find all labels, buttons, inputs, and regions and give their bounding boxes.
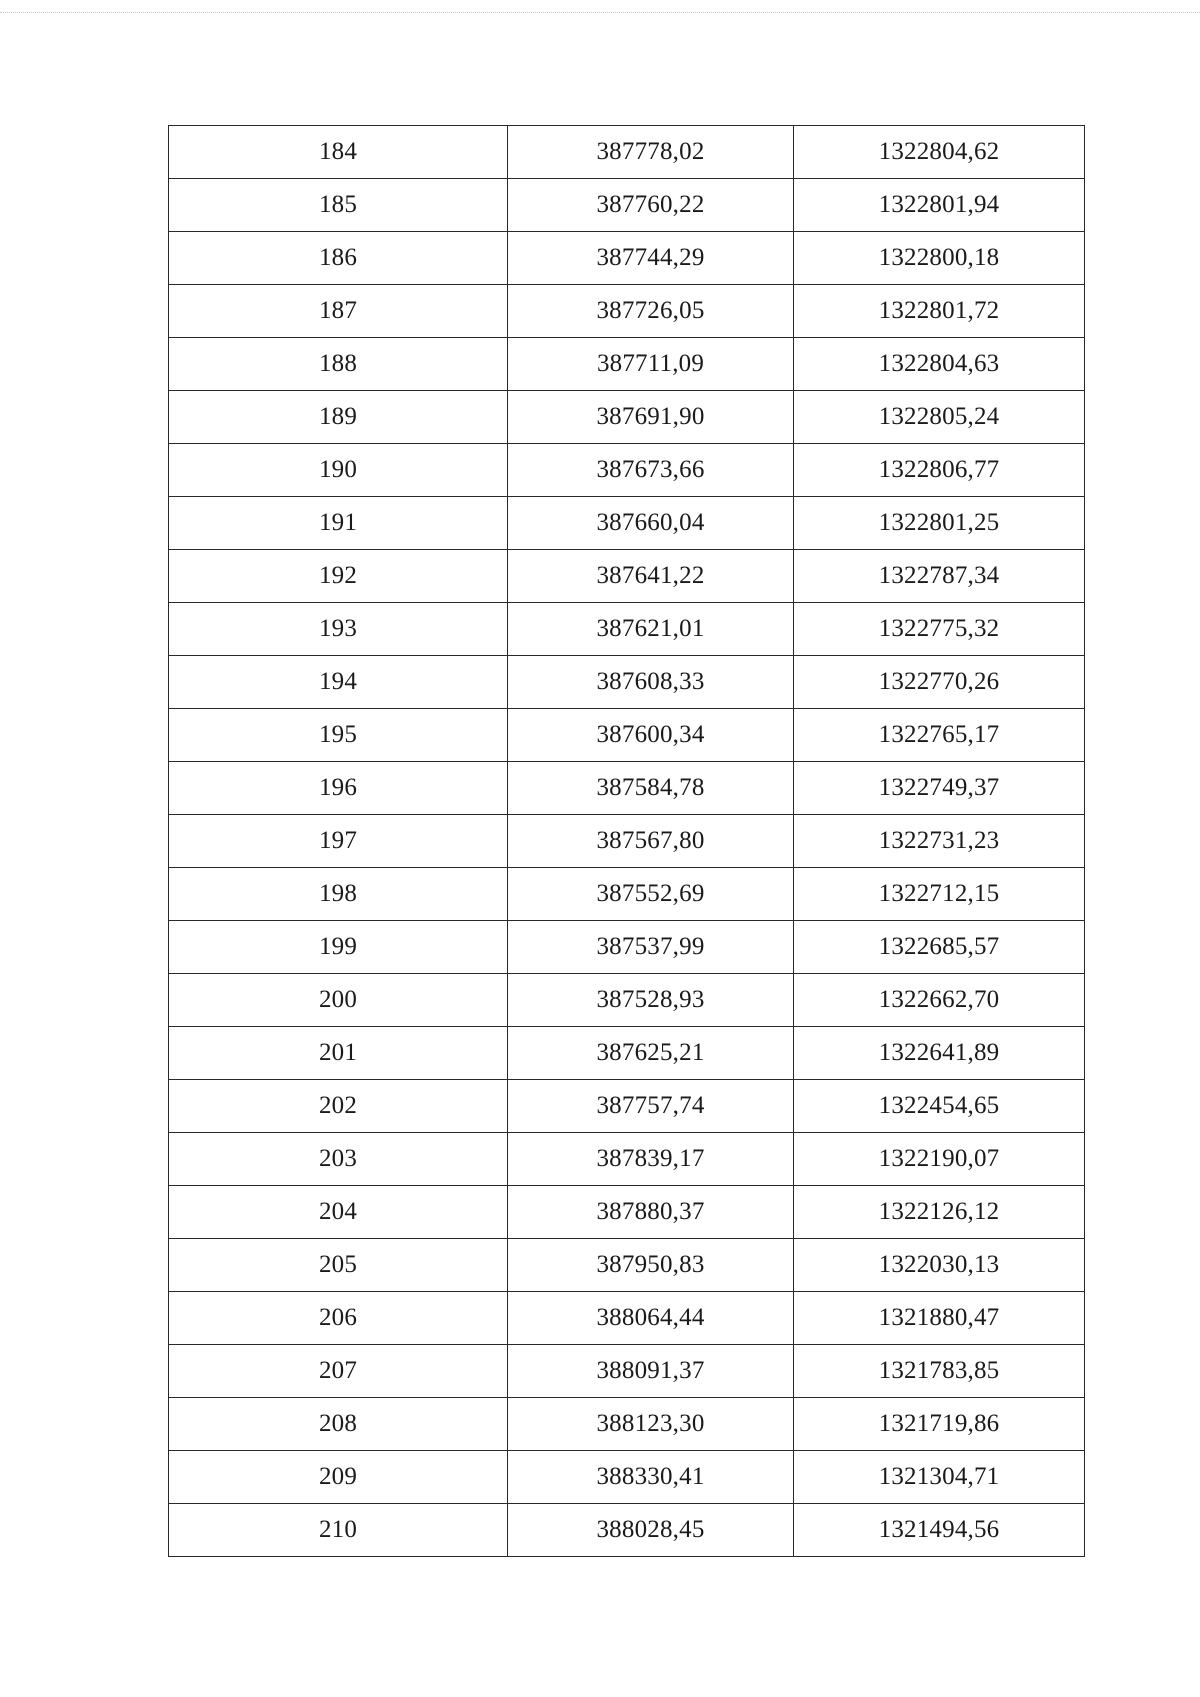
y-coordinate-cell: 1321783,85 <box>794 1345 1085 1398</box>
y-coordinate-cell: 1322804,63 <box>794 338 1085 391</box>
y-coordinate-cell: 1322190,07 <box>794 1133 1085 1186</box>
x-coordinate-cell: 387673,66 <box>508 444 794 497</box>
point-number-cell: 196 <box>169 762 508 815</box>
y-coordinate-cell: 1321880,47 <box>794 1292 1085 1345</box>
x-coordinate-cell: 387778,02 <box>508 126 794 179</box>
y-coordinate-cell: 1322712,15 <box>794 868 1085 921</box>
y-coordinate-cell: 1322454,65 <box>794 1080 1085 1133</box>
table-row <box>169 179 1085 232</box>
point-number-cell: 192 <box>169 550 508 603</box>
table-row <box>169 974 1085 1027</box>
x-coordinate-cell: 387537,99 <box>508 921 794 974</box>
table-row <box>169 1292 1085 1345</box>
x-coordinate-cell: 387625,21 <box>508 1027 794 1080</box>
y-coordinate-cell: 1322641,89 <box>794 1027 1085 1080</box>
point-number-cell: 185 <box>169 179 508 232</box>
x-coordinate-cell: 388091,37 <box>508 1345 794 1398</box>
point-number-cell: 193 <box>169 603 508 656</box>
y-coordinate-cell: 1322801,94 <box>794 179 1085 232</box>
y-coordinate-cell: 1322770,26 <box>794 656 1085 709</box>
point-number-cell: 201 <box>169 1027 508 1080</box>
y-coordinate-cell: 1321494,56 <box>794 1504 1085 1557</box>
point-number-cell: 186 <box>169 232 508 285</box>
table-row <box>169 1239 1085 1292</box>
point-number-cell: 184 <box>169 126 508 179</box>
table-row <box>169 232 1085 285</box>
point-number-cell: 189 <box>169 391 508 444</box>
table-row <box>169 497 1085 550</box>
y-coordinate-cell: 1321719,86 <box>794 1398 1085 1451</box>
y-coordinate-cell: 1322685,57 <box>794 921 1085 974</box>
table-row <box>169 656 1085 709</box>
y-coordinate-cell: 1322805,24 <box>794 391 1085 444</box>
x-coordinate-cell: 387744,29 <box>508 232 794 285</box>
coordinates-table-body <box>169 126 1085 1557</box>
point-number-cell: 205 <box>169 1239 508 1292</box>
table-row <box>169 1398 1085 1451</box>
table-row <box>169 921 1085 974</box>
x-coordinate-cell: 387839,17 <box>508 1133 794 1186</box>
x-coordinate-cell: 387760,22 <box>508 179 794 232</box>
y-coordinate-cell: 1321304,71 <box>794 1451 1085 1504</box>
point-number-cell: 206 <box>169 1292 508 1345</box>
table-row <box>169 1027 1085 1080</box>
top-dotted-rule <box>0 12 1200 13</box>
y-coordinate-cell: 1322806,77 <box>794 444 1085 497</box>
table-row <box>169 709 1085 762</box>
y-coordinate-cell: 1322787,34 <box>794 550 1085 603</box>
x-coordinate-cell: 387621,01 <box>508 603 794 656</box>
x-coordinate-cell: 387641,22 <box>508 550 794 603</box>
y-coordinate-cell: 1322800,18 <box>794 232 1085 285</box>
y-coordinate-cell: 1322765,17 <box>794 709 1085 762</box>
point-number-cell: 207 <box>169 1345 508 1398</box>
y-coordinate-cell: 1322804,62 <box>794 126 1085 179</box>
point-number-cell: 204 <box>169 1186 508 1239</box>
table-row <box>169 868 1085 921</box>
point-number-cell: 208 <box>169 1398 508 1451</box>
point-number-cell: 209 <box>169 1451 508 1504</box>
point-number-cell: 200 <box>169 974 508 1027</box>
y-coordinate-cell: 1322775,32 <box>794 603 1085 656</box>
point-number-cell: 194 <box>169 656 508 709</box>
x-coordinate-cell: 387660,04 <box>508 497 794 550</box>
table-row <box>169 603 1085 656</box>
x-coordinate-cell: 387584,78 <box>508 762 794 815</box>
table-row <box>169 285 1085 338</box>
table-row <box>169 815 1085 868</box>
y-coordinate-cell: 1322662,70 <box>794 974 1085 1027</box>
table-row <box>169 1133 1085 1186</box>
x-coordinate-cell: 387691,90 <box>508 391 794 444</box>
y-coordinate-cell: 1322801,25 <box>794 497 1085 550</box>
x-coordinate-cell: 387711,09 <box>508 338 794 391</box>
x-coordinate-cell: 387552,69 <box>508 868 794 921</box>
y-coordinate-cell: 1322749,37 <box>794 762 1085 815</box>
x-coordinate-cell: 387600,34 <box>508 709 794 762</box>
x-coordinate-cell: 387726,05 <box>508 285 794 338</box>
point-number-cell: 197 <box>169 815 508 868</box>
point-number-cell: 210 <box>169 1504 508 1557</box>
table-row <box>169 391 1085 444</box>
x-coordinate-cell: 388123,30 <box>508 1398 794 1451</box>
y-coordinate-cell: 1322030,13 <box>794 1239 1085 1292</box>
table-row <box>169 338 1085 391</box>
point-number-cell: 191 <box>169 497 508 550</box>
table-row <box>169 126 1085 179</box>
table-row <box>169 1080 1085 1133</box>
point-number-cell: 187 <box>169 285 508 338</box>
x-coordinate-cell: 388330,41 <box>508 1451 794 1504</box>
point-number-cell: 199 <box>169 921 508 974</box>
coordinates-table <box>168 125 1085 1557</box>
x-coordinate-cell: 388028,45 <box>508 1504 794 1557</box>
point-number-cell: 188 <box>169 338 508 391</box>
y-coordinate-cell: 1322731,23 <box>794 815 1085 868</box>
x-coordinate-cell: 387567,80 <box>508 815 794 868</box>
point-number-cell: 202 <box>169 1080 508 1133</box>
x-coordinate-cell: 387880,37 <box>508 1186 794 1239</box>
table-row <box>169 1345 1085 1398</box>
table-row <box>169 1186 1085 1239</box>
x-coordinate-cell: 387757,74 <box>508 1080 794 1133</box>
y-coordinate-cell: 1322126,12 <box>794 1186 1085 1239</box>
x-coordinate-cell: 387950,83 <box>508 1239 794 1292</box>
point-number-cell: 203 <box>169 1133 508 1186</box>
table-row <box>169 1504 1085 1557</box>
point-number-cell: 190 <box>169 444 508 497</box>
table-row <box>169 550 1085 603</box>
x-coordinate-cell: 387528,93 <box>508 974 794 1027</box>
point-number-cell: 198 <box>169 868 508 921</box>
x-coordinate-cell: 387608,33 <box>508 656 794 709</box>
x-coordinate-cell: 388064,44 <box>508 1292 794 1345</box>
y-coordinate-cell: 1322801,72 <box>794 285 1085 338</box>
table-row <box>169 762 1085 815</box>
point-number-cell: 195 <box>169 709 508 762</box>
table-row <box>169 444 1085 497</box>
table-row <box>169 1451 1085 1504</box>
